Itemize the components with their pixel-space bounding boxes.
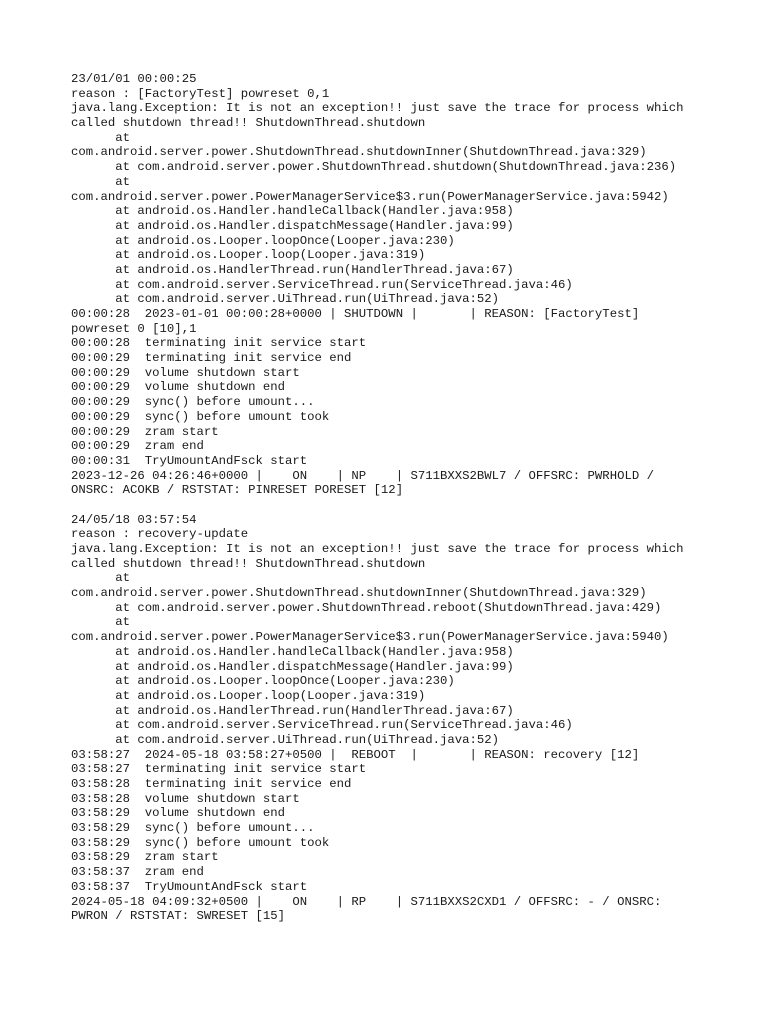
- log-line: 2023-12-26 04:26:46+0000 | ON | NP | S711BXXS2BWL7 / OFFSRC: PWRHOLD /: [71, 468, 654, 483]
- log-line: reason : recovery-update: [71, 527, 249, 542]
- log-line: 03:58:27 terminating init service start: [71, 762, 367, 777]
- log-line: 03:58:29 sync() before umount took: [71, 835, 330, 850]
- log-line: 03:58:28 terminating init service end: [71, 777, 352, 791]
- log-line: at: [71, 130, 131, 145]
- log-line: at: [71, 174, 131, 189]
- log-line: at android.os.Looper.loopOnce(Looper.java:230): [71, 674, 455, 689]
- log-line: ONSRC: ACOKB / RSTSTAT: PINRESET PORESET [12]: [71, 483, 404, 498]
- log-text-block: [71, 72, 761, 924]
- log-line: com.android.server.power.PowerManagerService$3.run(PowerManagerService.java:5942): [71, 189, 669, 204]
- log-line: at android.os.Handler.handleCallback(Handler.java:958): [71, 204, 514, 219]
- log-line: called shutdown thread!! ShutdownThread.shutdown: [71, 556, 426, 571]
- log-line: at: [71, 571, 131, 586]
- log-line: 24/05/18 03:57:54: [71, 512, 197, 527]
- log-line: 03:58:28 volume shutdown start: [71, 791, 300, 806]
- log-line: called shutdown thread!! ShutdownThread.shutdown: [71, 116, 426, 131]
- log-line: PWRON / RSTSTAT: SWRESET [15]: [71, 909, 286, 924]
- log-line: 03:58:29 sync() before umount...: [71, 821, 315, 836]
- log-line: powreset 0 [10],1: [71, 321, 197, 336]
- log-line: 2024-05-18 04:09:32+0500 | ON | RP | S711BXXS2CXD1 / OFFSRC: - / ONSRC:: [71, 894, 662, 909]
- log-line: at android.os.Handler.dispatchMessage(Handler.java:99): [71, 659, 514, 674]
- log-line: 00:00:29 sync() before umount...: [71, 395, 315, 410]
- log-line: java.lang.Exception: It is not an exception!! just save the trace for process which: [71, 542, 684, 556]
- log-line: at android.os.HandlerThread.run(HandlerThread.java:67): [71, 703, 514, 718]
- log-line: 00:00:31 TryUmountAndFsck start: [71, 453, 308, 468]
- log-line: at android.os.Handler.handleCallback(Handler.java:958): [71, 644, 514, 659]
- log-line: [71, 498, 761, 513]
- log-line: at com.android.server.power.ShutdownThread.shutdown(ShutdownThread.java:236): [71, 160, 677, 175]
- log-line: at com.android.server.ServiceThread.run(ServiceThread.java:46): [71, 277, 573, 292]
- log-line: 03:58:29 volume shutdown end: [71, 806, 286, 821]
- log-line: com.android.server.power.ShutdownThread.shutdownInner(ShutdownThread.java:329): [71, 586, 647, 601]
- log-line: 23/01/01 00:00:25: [71, 72, 197, 86]
- log-line: 00:00:29 zram end: [71, 439, 204, 454]
- log-line: 00:00:29 sync() before umount took: [71, 409, 330, 424]
- log-line: at com.android.server.ServiceThread.run(ServiceThread.java:46): [71, 718, 573, 733]
- log-line: at com.android.server.UiThread.run(UiThread.java:52): [71, 732, 500, 747]
- log-line: at com.android.server.power.ShutdownThread.reboot(ShutdownThread.java:429): [71, 600, 662, 615]
- log-line: at android.os.HandlerThread.run(HandlerThread.java:67): [71, 262, 514, 277]
- log-line: 00:00:29 terminating init service end: [71, 351, 352, 366]
- log-line: at android.os.Handler.dispatchMessage(Handler.java:99): [71, 218, 514, 233]
- log-line: 03:58:27 2024-05-18 03:58:27+0500 | REBOOT | | REASON: recovery [12]: [71, 747, 640, 762]
- log-line: 00:00:29 volume shutdown start: [71, 365, 300, 380]
- log-line: 03:58:29 zram start: [71, 850, 219, 865]
- log-line: at: [71, 615, 131, 630]
- log-line: 00:00:29 volume shutdown end: [71, 380, 286, 395]
- log-line: reason : [FactoryTest] powreset 0,1: [71, 86, 330, 101]
- log-line: at android.os.Looper.loop(Looper.java:319): [71, 688, 426, 703]
- log-line: 03:58:37 zram end: [71, 865, 204, 880]
- log-line: 00:00:28 2023-01-01 00:00:28+0000 | SHUTDOWN | | REASON: [FactoryTest]: [71, 307, 640, 321]
- log-line: 00:00:29 zram start: [71, 424, 219, 439]
- log-line: com.android.server.power.ShutdownThread.shutdownInner(ShutdownThread.java:329): [71, 145, 647, 160]
- log-line: at com.android.server.UiThread.run(UiThread.java:52): [71, 292, 500, 307]
- log-line: java.lang.Exception: It is not an exception!! just save the trace for process which: [71, 101, 684, 116]
- log-line: at android.os.Looper.loop(Looper.java:319): [71, 248, 426, 263]
- log-line: 03:58:37 TryUmountAndFsck start: [71, 879, 308, 894]
- log-line: at android.os.Looper.loopOnce(Looper.java:230): [71, 233, 455, 248]
- log-line: com.android.server.power.PowerManagerService$3.run(PowerManagerService.java:5940): [71, 630, 669, 645]
- log-line: 00:00:28 terminating init service start: [71, 336, 367, 351]
